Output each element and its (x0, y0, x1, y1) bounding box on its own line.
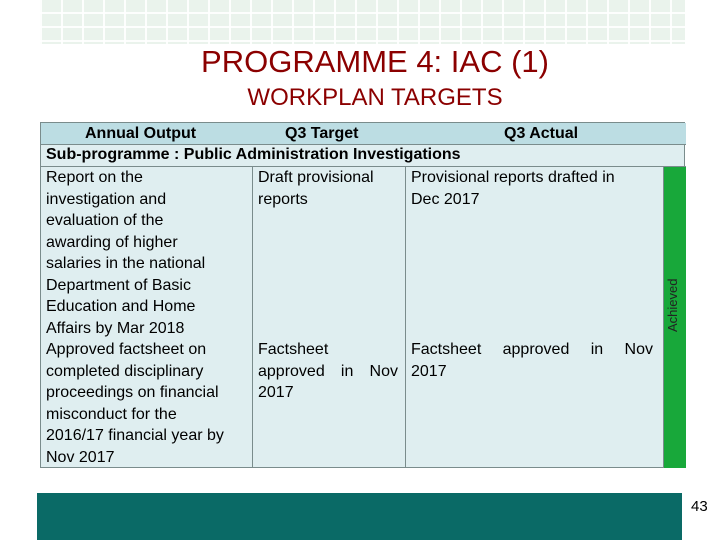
text-line: Approved factsheet on (46, 341, 207, 358)
column-divider (405, 167, 406, 468)
text-line: Dec 2017 (411, 190, 480, 208)
table-header-row (41, 123, 686, 145)
text-line: proceedings on financial (46, 384, 219, 401)
header-annual-output: Annual Output (85, 125, 197, 142)
text-line: Affairs by Mar 2018 (46, 319, 185, 337)
row2-q3-actual (411, 339, 653, 382)
slide-title: PROGRAMME 4: IAC (1) (201, 44, 549, 79)
subprogramme-row: Sub-programme : Public Administration Investigations (41, 145, 686, 167)
row2-annual-output (46, 339, 250, 468)
page-number: 43 (691, 498, 708, 515)
header-q3-actual: Q3 Actual (504, 125, 579, 142)
text-line: Nov 2017 (46, 448, 115, 466)
text-line: 2016/17 financial year by (46, 427, 224, 444)
text-line: 2017 (411, 362, 447, 380)
text-line: Department of Basic (46, 276, 191, 294)
row1-annual-output (46, 167, 250, 339)
workplan-table (40, 122, 685, 468)
text-line: Draft provisional (258, 169, 374, 186)
text-line: misconduct for the (46, 405, 177, 423)
slide-subtitle: WORKPLAN TARGETS (247, 84, 503, 111)
text-line: salaries in the national (46, 255, 206, 272)
text-line: investigation and (46, 190, 167, 208)
text-line: Education and Home (46, 298, 196, 315)
decorative-grid-band (40, 0, 685, 44)
text-line: Factsheet approved in Nov (411, 341, 653, 358)
header-q3-target: Q3 Target (285, 125, 359, 142)
text-line: evaluation of the (46, 212, 164, 229)
row2-q3-target (258, 339, 398, 404)
text-line: completed disciplinary (46, 362, 204, 380)
status-label: Achieved (665, 278, 680, 332)
text-line: reports (258, 190, 308, 208)
text-line: awarding of higher (46, 233, 178, 251)
row1-q3-target (258, 167, 403, 210)
row1-q3-actual (411, 167, 659, 210)
text-line: Report on the (46, 169, 143, 186)
text-line: approved in Nov (258, 362, 398, 380)
text-line: Factsheet (258, 341, 329, 358)
text-line: Provisional reports drafted in (411, 169, 615, 186)
column-divider (252, 167, 253, 468)
footer-bar (37, 493, 682, 540)
text-line: 2017 (258, 384, 294, 401)
